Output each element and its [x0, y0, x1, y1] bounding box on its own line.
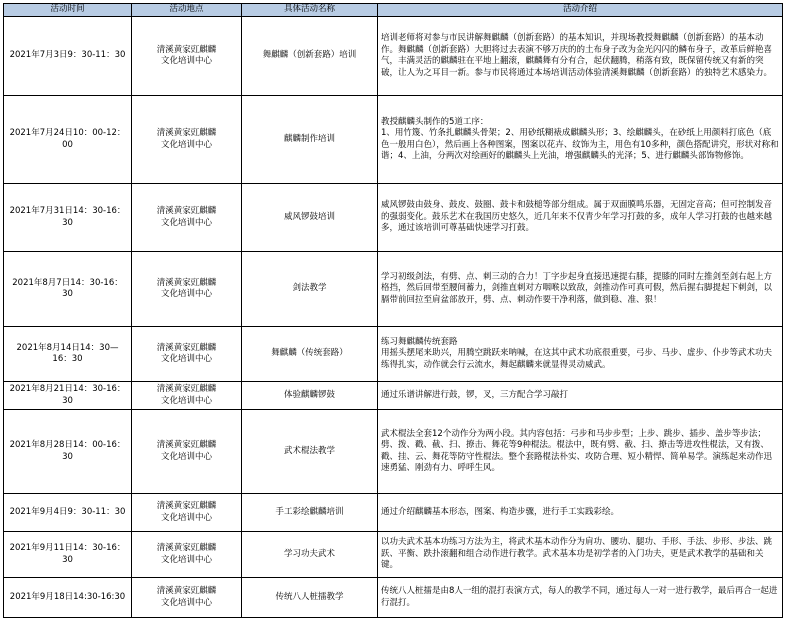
row-place-text: 清溪黄家豇麒麟文化培训中心: [156, 586, 217, 608]
row-description: 练习舞麒麟传统套路 用摇头摆尾来助兴，用腾空跳跃来呐喊，在这其中武术功底很重要，弓步、马步、虚步、仆步等武术功夫练得扎实，动作就会行云流水，舞起麒麟来就显得灵动威武。: [378, 327, 783, 382]
activity-schedule-table: [3, 3, 783, 618]
header-activity-time: 活动时间: [4, 4, 132, 17]
row-activity-name: 威风锣鼓培训: [242, 184, 378, 252]
row-description: 威风锣鼓由鼓身、鼓皮、鼓圈、鼓卡和鼓槌等部分组成。属于双面膜鸣乐器，无固定音高；但可控制发音的强弱变化。鼓乐艺术在我国历史悠久，近几年来不仅青少年学习打鼓的多，成年人学习打鼓的也越来越多，通过该培训可尊基础快速学习打鼓。: [378, 184, 783, 252]
row-place: [132, 532, 242, 578]
table-row: [4, 382, 783, 410]
table-row: [4, 17, 783, 96]
table-row: [4, 184, 783, 252]
row-place-text: 清溪黄家豇麒麟文化培训中心: [156, 501, 217, 523]
header-activity-intro: 活动介绍: [378, 4, 783, 17]
row-place-text: 清溪黄家豇麒麟文化培训中心: [156, 384, 217, 406]
row-place: [132, 252, 242, 327]
table-row: [4, 578, 783, 618]
row-place: [132, 382, 242, 410]
row-place: [132, 184, 242, 252]
row-description: 培训老师将对参与市民讲解舞麒麟（创新套路）的基本知识，并现场教授舞麒麟（创新套路）的基本动作。舞麒麟（创新套路）大胆将过去表演不够万庆的的土布身子改为金光闪闪的鳞布身子，改革后鲜艳喜气，丰满灵活的麒麟驻在平地上翻滚，麒麟舞有分有合，起伏翻腾，稍落有致，既保留传统又有新的突破，让人为之耳目一新。参与市民将通过本场培训活动体验清溪舞麒麟（创新套路）的独特艺术感染力。: [378, 17, 783, 96]
row-place: [132, 96, 242, 184]
row-time: 2021年9月4日9：30-11：30: [4, 494, 132, 532]
row-place-text: 清溪黄家豇麒麟文化培训中心: [156, 440, 217, 462]
header-activity-place: 活动地点: [132, 4, 242, 17]
row-place: [132, 17, 242, 96]
row-place: [132, 494, 242, 532]
row-time: 2021年9月11日14：30-16：30: [4, 532, 132, 578]
row-place-text: 清溪黄家豇麒麟文化培训中心: [156, 206, 217, 228]
row-description: 通过乐谱讲解进行鼓，锣，叉，三方配合学习敲打: [378, 382, 783, 410]
row-description: 通过介绍麒麟基本形态，图案、构造步骤，进行手工实践彩绘。: [378, 494, 783, 532]
table-header-row: [4, 4, 783, 17]
table-row: [4, 410, 783, 494]
table-row: [4, 494, 783, 532]
row-description: 武术棍法全套12个动作分为两小段。其内容包括：弓步和马步步型；上步、跳步、插步、盖步等步法；劈、拨、戳、截、扫、撩击、舞花等9种棍法。棍法中，既有劈、截、扫、撩击等进攻性棍法，又有拨、戳、挂、云、舞花等防守性棍法。整个套路棍法朴实、攻防合理、短小精悍、简单易学。演练起来动作迅速勇猛、刚劲有力、呼呼生风。: [378, 410, 783, 494]
row-place-text: 清溪黄家豇麒麟文化培训中心: [156, 543, 217, 565]
row-activity-name: 武术棍法教学: [242, 410, 378, 494]
row-activity-name: 传统八人桩擂教学: [242, 578, 378, 618]
row-time: 2021年7月31日14：30-16：30: [4, 184, 132, 252]
row-place-text: 清溪黄家豇麒麟文化培训中心: [156, 44, 217, 66]
row-activity-name: 麒麟制作培训: [242, 96, 378, 184]
row-description: 以功夫武术基本功练习方法为主，将武术基本动作分为肩功、腰功、腿功、手形、手法、步形、步法、跳跃、平衡、跌扑滚翻和组合动作进行教学。武术基本功是初学者的入门功夫，更是武术教学的基础和关键。: [378, 532, 783, 578]
row-activity-name: 学习功夫武术: [242, 532, 378, 578]
row-place: [132, 327, 242, 382]
row-activity-name: 手工彩绘麒麟培训: [242, 494, 378, 532]
row-time: 2021年8月21日14：30-16：30: [4, 382, 132, 410]
row-description: 教授麒麟头制作的5道工序： 1、用竹篾、竹条扎麒麟头骨架；2、用砂纸糊裱成麒麟头形；3、绘麒麟头，在砂纸上用颜料打底色（底色一般用白色），然后画上各种图案，图案以花卉、纹饰为主，用色有10多种，颜色搭配讲究，形状对称和谐；4、上油，分两次对绘画好的麒麟头上光油，增强麒麟头的光泽；5、进行麒麟头部饰物修饰。: [378, 96, 783, 184]
row-time: 2021年8月7日14：30-16：30: [4, 252, 132, 327]
row-place: [132, 410, 242, 494]
row-activity-name: 舞麒麟（创新套路）培训: [242, 17, 378, 96]
table-row: [4, 532, 783, 578]
row-activity-name: 剑法教学: [242, 252, 378, 327]
row-activity-name: 舞麒麟（传统套路）: [242, 327, 378, 382]
row-time: 2021年8月14日14：30—16：30: [4, 327, 132, 382]
table-row: [4, 252, 783, 327]
row-time: 2021年7月24日10：00-12：00: [4, 96, 132, 184]
header-activity-name: 具体活动名称: [242, 4, 378, 17]
table-row: [4, 327, 783, 382]
row-description: 传统八人桩擂是由8人一组的混打表演方式，每人的教学不同，通过每人一对一进行教学，最后再合一起进行混打。: [378, 578, 783, 618]
row-place: [132, 578, 242, 618]
row-place-text: 清溪黄家豇麒麟文化培训中心: [156, 277, 217, 299]
row-description: 学习初级剑法，有劈、点、刺三动的合力！丁字步起身直接迅速提右膝，提膝的同时左推剑至剑右起上方格挡，然后回带至腰间蓄力，剑推直刺对方咽喉以致敌，剑推动作可真可假，然后握右脚提起下刺剑，以膈带前回拉至肩盆部放开，劈、点、刺动作要干净利落，做到稳、准、狠！: [378, 252, 783, 327]
row-place-text: 清溪黄家豇麒麟文化培训中心: [156, 128, 217, 150]
row-activity-name: 体验麒麟锣鼓: [242, 382, 378, 410]
row-time: 2021年8月28日14：00-16：30: [4, 410, 132, 494]
row-time: 2021年9月18日14:30-16:30: [4, 578, 132, 618]
row-place-text: 清溪黄家豇麒麟文化培训中心: [156, 342, 217, 364]
row-time: 2021年7月3日9：30-11：30: [4, 17, 132, 96]
table-row: [4, 96, 783, 184]
